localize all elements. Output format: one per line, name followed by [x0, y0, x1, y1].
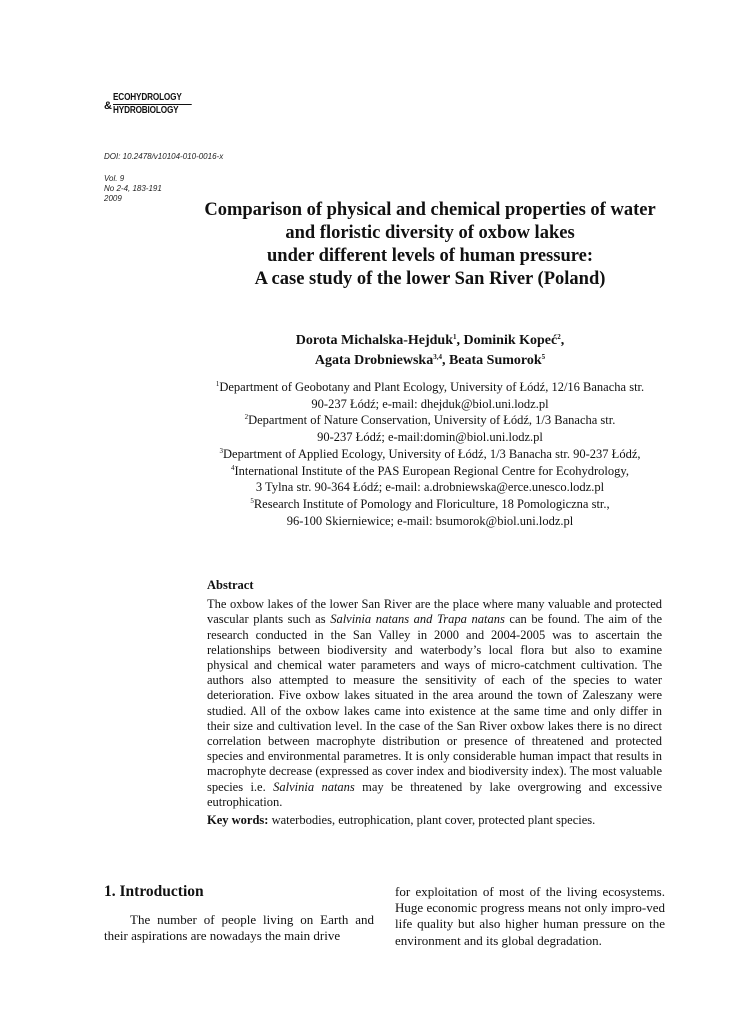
- species-name: Salvinia natans: [273, 779, 355, 794]
- section-heading: 1. Introduction: [104, 883, 204, 900]
- affil-text: Department of Geobotany and Plant Ecology, University of Łódź, 12/16 Banacha str.: [219, 380, 645, 394]
- year: 2009: [104, 194, 122, 203]
- author-separator: ,: [441, 353, 449, 368]
- author-affil-sup: 5: [541, 353, 546, 361]
- logo-wordmark: [113, 92, 192, 116]
- affiliation-5: [190, 496, 670, 513]
- title-line-1: Comparison of physical and chemical properties of water: [204, 200, 656, 220]
- logo-line-1: ECOHYDROLOGY: [112, 92, 182, 103]
- author-line-1: [190, 331, 670, 351]
- abstract-section: [207, 578, 662, 828]
- affil-sup: 4: [231, 463, 235, 472]
- affil-sup: 2: [244, 413, 249, 422]
- author-separator: ,: [560, 333, 565, 348]
- author-affil-sup: 2: [557, 333, 561, 341]
- paper-title: [190, 199, 670, 291]
- author-separator: ,: [456, 333, 464, 348]
- author-name: Beata Sumorok: [448, 353, 542, 368]
- logo-line-2: HYDROBIOLOGY: [112, 105, 179, 116]
- volume: Vol. 9: [104, 174, 125, 183]
- keywords: [207, 813, 662, 828]
- affil-text: International Institute of the PAS European Regional Centre for Ecohydrology,: [234, 463, 629, 478]
- affiliation-1: [190, 379, 670, 396]
- author-list: [190, 331, 670, 371]
- affil-sup: 1: [215, 380, 220, 388]
- affiliation-2: [190, 412, 670, 429]
- doi-line: DOI: 10.2478/v10104-010-0016-x: [104, 152, 224, 161]
- logo-ampersand: &: [104, 100, 112, 112]
- author-line-2: [190, 351, 670, 371]
- author-name: Dominik Kopeć: [463, 333, 558, 348]
- abstract-text: can be found. The aim of the research conducted in the San Valley in 2000 and 2004-2005 was to ascertain the relationships between biodiversity and waterbody’s local flora but also to examine physical and chemical water parameters and ways of micro-catchment cultivation. The authors also attempted to measure the sensitivity of each of the species to water deterioration. Five oxbow lakes situated in the area around the town of Zaleszany were studied. All of the oxbow lakes came into existence at the same time and only differ in their size and cultivation level. In the case of the San River oxbow lakes there is no direct correlation between macrophyte distribution or presence of threatened and protected species and environmental parametres. It is only considerable human impact that results in macrophyte decrease (expressed as cover index and biodiversity index). The most valuable species i.e.: [207, 612, 662, 794]
- affil-text: Department of Nature Conservation, University of Łódź, 1/3 Banacha str.: [248, 413, 616, 428]
- affiliation-4: [190, 463, 670, 480]
- author-name: Agata Drobniewska: [314, 353, 434, 368]
- affiliation-3: [190, 446, 670, 463]
- affiliation-4-cont: 3 Tylna str. 90-364 Łódź; e-mail: a.drobniewska@erce.unesco.lodz.pl: [255, 480, 605, 495]
- author-affil-sup: 1: [453, 333, 457, 341]
- author-affil-sup: 3,4: [433, 353, 442, 361]
- journal-logo: [104, 92, 209, 116]
- title-line-3: under different levels of human pressure:: [267, 246, 593, 266]
- abstract-text: may be threatened by lake overgrowing and excessive eutrophication.: [207, 779, 662, 809]
- affiliation-2-cont: 90-237 Łódź; e-mail:domin@biol.uni.lodz.pl: [317, 430, 543, 445]
- title-line-2: and floristic diversity of oxbow lakes: [285, 223, 575, 243]
- intro-right-column: for exploitation of most of the living ecosystems. Huge economic progress means not only impro-ved life quality but also higher human pressure on the environment and its global degradation.: [395, 884, 665, 948]
- affiliation-1-cont: 90-237 Łódź; e-mail: dhejduk@biol.uni.lodz.pl: [311, 396, 549, 411]
- affil-sup: 5: [250, 496, 254, 505]
- author-name: Dorota Michalska-Hejduk: [295, 333, 453, 348]
- volume-info: [104, 174, 162, 204]
- abstract-body: [207, 597, 662, 810]
- intro-left-column: The number of people living on Earth and their aspirations are nowadays the main drive: [104, 912, 374, 944]
- affiliation-5-cont: 96-100 Skierniewice; e-mail: bsumorok@biol.uni.lodz.pl: [286, 513, 574, 528]
- number-pages: No 2-4, 183-191: [104, 184, 162, 193]
- affil-text: Department of Applied Ecology, University of Łódź, 1/3 Banacha str. 90-237 Łódź,: [223, 446, 641, 461]
- title-line-4: A case study of the lower San River (Poland): [254, 269, 606, 289]
- keywords-label: Key words:: [207, 813, 269, 828]
- affil-sup: 3: [219, 446, 223, 455]
- abstract-text: The oxbow lakes of the lower San River are the place where many valuable and protected vascular plants such as: [207, 597, 662, 627]
- abstract-heading: Abstract: [207, 578, 254, 592]
- species-name: Salvinia natans and Trapa natans: [330, 612, 505, 627]
- affiliations: [190, 379, 670, 529]
- keywords-text: waterbodies, eutrophication, plant cover, protected plant species.: [268, 813, 596, 828]
- affil-text: Research Institute of Pomology and Floriculture, 18 Pomologiczna str.,: [253, 496, 610, 511]
